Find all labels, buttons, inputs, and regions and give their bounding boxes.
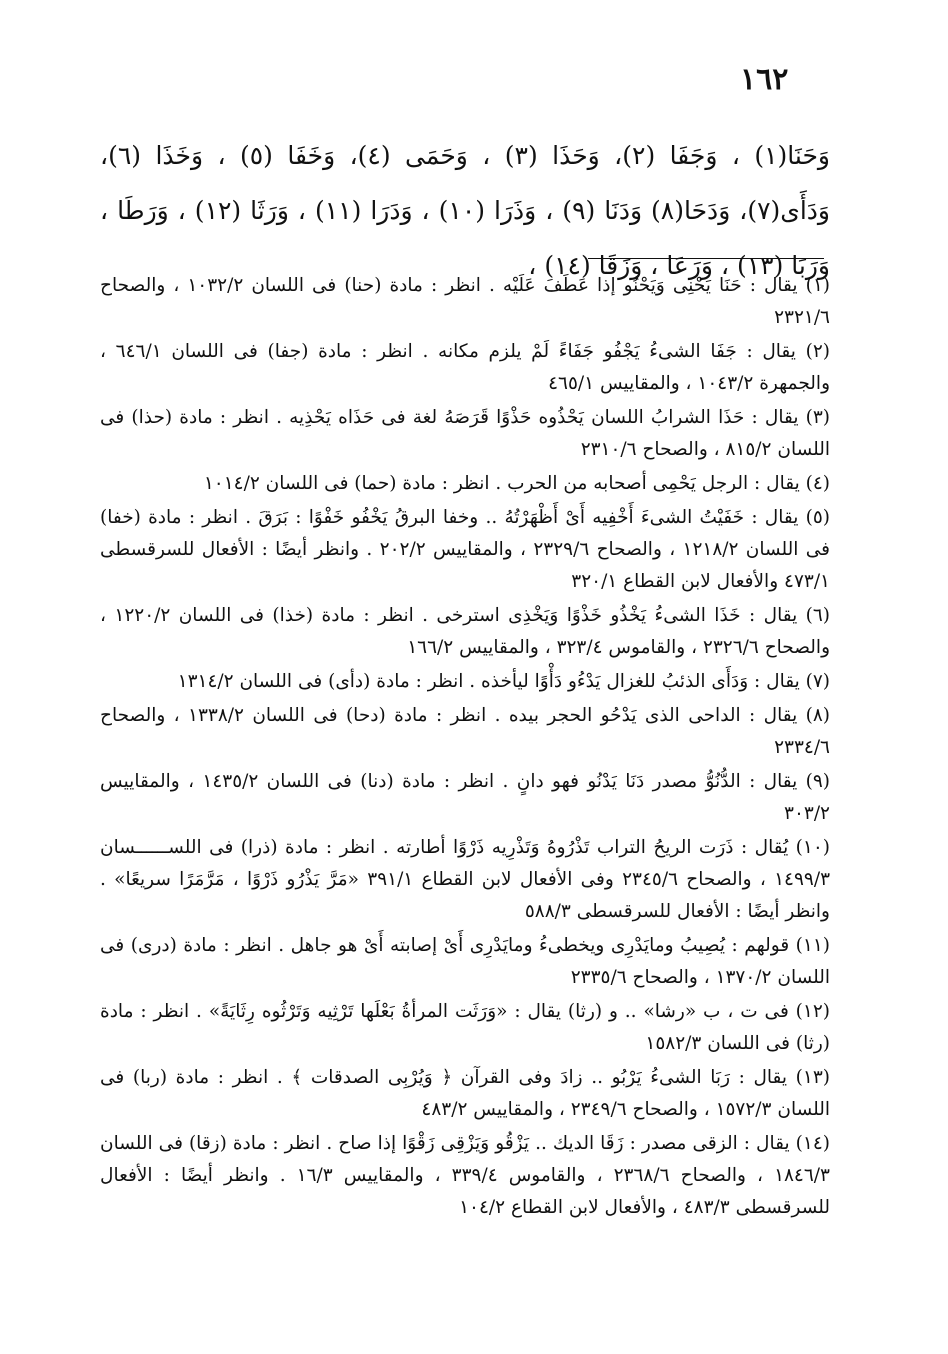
footnotes	[100, 270, 830, 1226]
footnote-9: (٩) يقال : الدُّنُوُّ مصدر دَنَا يَدْنُو فهو دانٍ . انظر : مادة (دنا) فى اللسان ١٤٣٥/٢ ، والمقاييس ٣٠٣/٢	[100, 771, 830, 824]
footnote-2: (٢) يقال : جَفَا الشىءُ يَجْفُو جَفَاءً لَمْ يلزم مكانه . انظر : مادة (جفا) فى اللسان ٦٤٦/١ ، والجمهرة ١٠٤٣/٢ ، والمقاييس ٤٦٥/١	[100, 341, 830, 394]
footnote-12: (١٢) فى ت ، ب «رشا» .. و (رثا) يقال : «وَرَثَت المرأةُ بَعْلَها تَرْثِيه وَتَرْثُوه رِثَايَةً» . انظر : مادة (رثا) فى اللسان ١٥٨٢/٣	[100, 1001, 830, 1054]
footnote-13: (١٣) يقال : رَبَا الشىءُ يَرْبُو .. زادَ وفى القرآن ﴿ وَيُرْبِى الصدقات ﴾ . انظر : مادة (ربا) فى اللسان ١٥٧٢/٣ ، والصحاح ٢٣٤٩/٦ ، والمقاييس ٤٨٣/٢	[100, 1067, 830, 1120]
footnote-11: (١١) قولهم : يُصِيبُ ومايَدْرِى ويخطىءُ ومايَدْرِى أَىْ إصابته أَىْ هو جاهل . انظر : مادة (درى) فى اللسان ١٣٧٠/٢ ، والصحاح ٢٣٣٥/٦	[100, 935, 830, 988]
main-text: وَحَنَا(١) ، وَجَفَا (٢)، وَحَذَا (٣) ، وَحَمَى (٤)، وَخَفَا (٥) ، وَخَذَا (٦)، وَدَأَى(٧)، وَدَحَا(٨) وَدَنَا (٩) ، وَذَرَا (١٠) ، وَدَرَا (١١) ، وَرَثَا (١٢) ، وَرَطَا ، وَرَبَا (١٣) ، وَرَعَا ، وَزَقَا (١٤) ،	[100, 141, 831, 280]
footnote-1: (١) يقال : حَنَا يَحْنِى وَيَحْنُو إذا عَطَفَ عَلَيْه . انظر : مادة (حنا) فى اللسان ١٠٣٢/٢ ، والصحاح ٢٣٢١/٦	[100, 275, 830, 328]
footnote-6: (٦) يقال : خَذَا الشىءُ يَخْذُو خَذْوًا وَيَخْذِى استرخى . انظر : مادة (خذا) فى اللسان ١٢٢٠/٢ ، والصحاح ٢٣٢٦/٦ ، والقاموس ٣٢٣/٤ ، والمقاييس ١٦٦/٢	[100, 605, 830, 658]
footnote-3: (٣) يقال : حَذَا الشرابُ اللسان يَحْذُوه حَذْوًا قَرَصَهُ لغة فى حَذَاه يَحْذِيه . انظر : مادة (حذا) فى اللسان ٨١٥/٢ ، والصحاح ٢٣١٠/٦	[100, 407, 830, 460]
footnote-separator	[588, 258, 824, 259]
page-number: ١٦٢	[740, 62, 789, 97]
footnote-8: (٨) يقال : الداحى الذى يَدْحُو الحجر بيده . انظر : مادة (دحا) فى اللسان ١٣٣٨/٢ ، والصحاح ٢٣٣٤/٦	[100, 705, 831, 758]
footnote-7: (٧) يقال : وَدَأَى الذئبُ للغزال يَدْءُو دَأْوًا ليأخذه . انظر : مادة (دأى) فى اللسان ١٣١٤/٢	[177, 671, 830, 692]
footnote-14: (١٤) يقال : الزقى مصدر : زَقَا الديك .. يَزْقُو وَيَزْقِى زَقْوًا إذا صاح . انظر : مادة (زقا) فى اللسان ١٨٤٦/٣ ، والصحاح ٢٣٦٨/٦ ، والقاموس ٣٣٩/٤ ، والمقاييس ١٦/٣ . وانظر أيضًا : الأفعال للسرقسطى ٤٨٣/٣ ، والأفعال لابن القطاع ١٠٤/٢	[100, 1133, 830, 1218]
footnote-4: (٤) يقال : الرجل يَحْمِى أصحابه من الحرب . انظر : مادة (حما) فى اللسان ١٠١٤/٢	[203, 473, 830, 494]
footnote-5: (٥) يقال : خَفَيْتُ الشىءَ أَخْفِيه أَىْ أَظْهَرْتُهُ .. وخفا البرقُ يَخْفُو خَفْوًا : بَرَقَ . انظر : مادة (خفا) فى اللسان ١٢١٨/٢ ، والصحاح ٢٣٢٩/٦ ، والمقاييس ٢٠٢/٢ . وانظر أيضًا : الأفعال للسرقسطى ٤٧٣/١ والأفعال لابن القطاع ٣٢٠/١	[100, 507, 830, 592]
footnote-10: (١٠) يُقال : ذَرَت الريحُ التراب تَذْرُوهُ وَتَذْرِيه ذَرْوًا أطارته . انظر : مادة (ذرا) فى اللســــــسان ١٤٩٩/٣ ، والصحاح ٢٣٤٥/٦ وفى الأفعال لابن القطاع ٣٩١/١ «مَرَّ يَذْرُو ذَرْوًا ، مَرَّمَرًا سريعًا» . وانظر أيضًا : الأفعال للسرقسطى ٥٨٨/٣	[100, 837, 831, 922]
